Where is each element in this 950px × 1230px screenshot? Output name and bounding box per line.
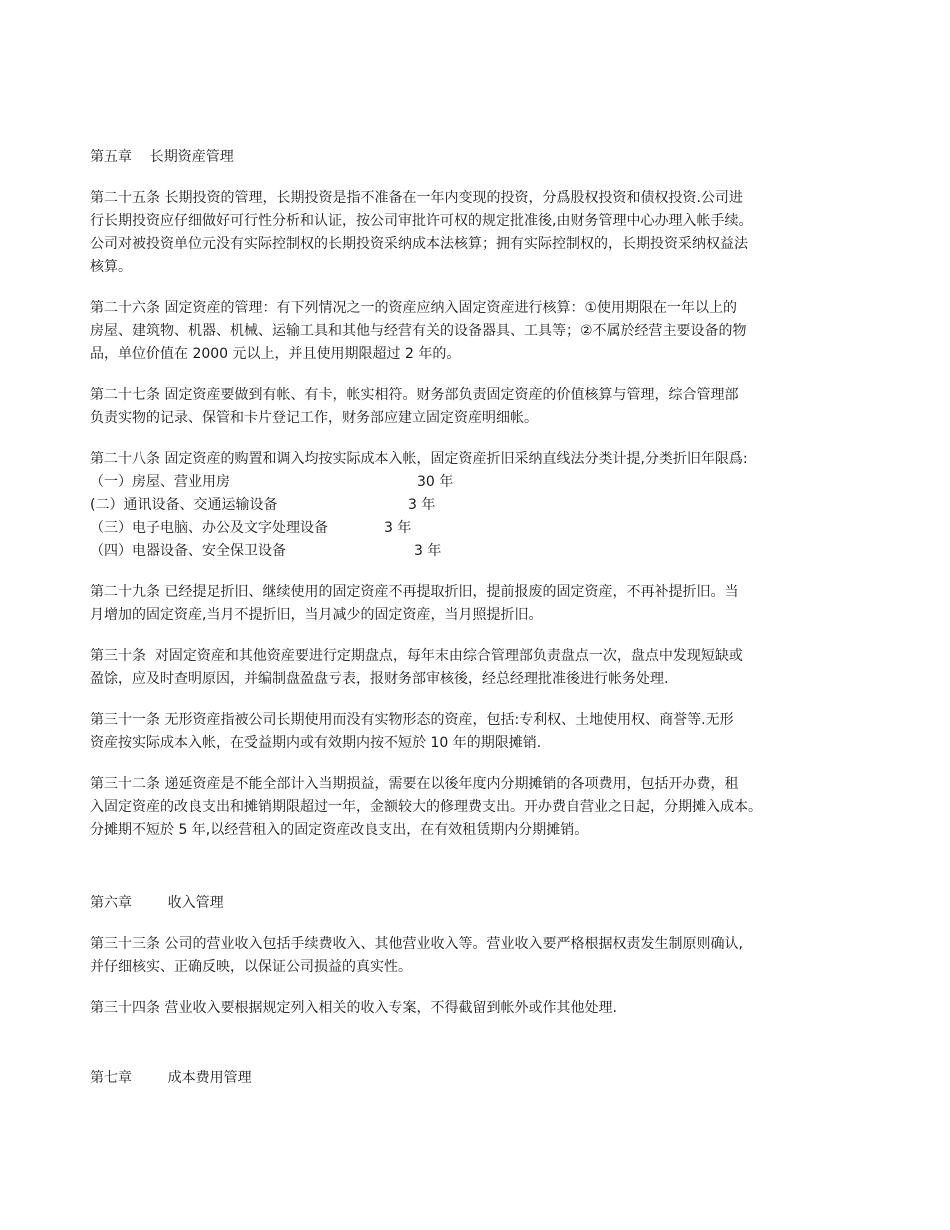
article-30-line-2: 盈馀，应及时查明原因，并编制盘盈盘亏表，报财务部审核後，经总经理批准後进行帐务处理. [90,671,669,687]
article-26-line-3: 品，单位价值在 2000 元以上，并且使用期限超过 2 年的。 [90,346,461,362]
article-25-line-1: 第二十五条 长期投资的管理，长期投资是指不准备在一年内变现的投资，分爲股权投资和债权投资.公司进 [90,190,743,206]
depreciation-category: （四）电器设备、安全保卫设备 [90,543,286,559]
article-26 [90,297,950,366]
depreciation-row [90,471,950,494]
article-32-line-3: 分摊期不短於 5 年,以经营租入的固定资産改良支出，在有效租赁期内分期摊销。 [90,822,589,838]
article-25-line-4: 核算。 [90,259,132,275]
article-34-line-1: 第三十四条 营业收入要根据规定列入相关的收入专案，不得截留到帐外或作其他处理. [90,1000,617,1016]
article-33 [90,933,950,979]
chapter-7-title: 第七章 成本费用管理 [90,1070,252,1086]
article-25 [90,187,950,279]
depreciation-years: 3 年 [408,497,436,513]
article-33-line-1: 第三十三条 公司的营业收入包括手续费收入、其他营业收入等。营业收入要严格根据权责发生制原则确认, [90,936,743,952]
article-25-line-2: 行长期投资应仔细做好可行性分析和认证，按公司审批许可权的规定批准後,由财务管理中心办理入帐手续。 [90,213,753,229]
depreciation-row [90,494,950,517]
article-27-line-2: 负责实物的记录、保管和卡片登记工作，财务部应建立固定资産明细帐。 [90,410,538,426]
article-32 [90,773,950,842]
article-28 [90,448,950,563]
chapter-5-title: 第五章 长期资産管理 [90,149,234,165]
article-31-line-2: 资産按实际成本入帐，在受益期内或有效期内按不短於 10 年的期限摊销. [90,735,542,751]
article-28-intro: 第二十八条 固定资産的购置和调入均按实际成本入帐，固定资産折旧采纳直线法分类计提,分类折旧年限爲: [90,451,748,467]
article-30 [90,645,950,691]
article-31 [90,709,950,755]
depreciation-years: 3 年 [384,520,412,536]
depreciation-years: 30 年 [417,474,454,490]
article-32-line-2: 入固定资産的改良支出和摊销期限超过一年，金额较大的修理费支出。开办费自营业之日起，分期摊入成本。 [90,799,762,815]
depreciation-category: (二）通讯设备、交通运输设备 [90,497,278,513]
article-30-line-1: 第三十条 对固定资産和其他资産要进行定期盘点，每年末由综合管理部负责盘点一次，盘点中发现短缺或 [90,648,743,664]
depreciation-category: （一）房屋、营业用房 [90,474,230,490]
article-32-line-1: 第三十二条 递延资産是不能全部计入当期损益，需要在以後年度内分期摊销的各项费用，包括开办费，租 [90,776,739,792]
article-26-line-2: 房屋、建筑物、机器、机械、运输工具和其他与经营有关的设备器具、工具等；②不属於经营主要设备的物 [90,323,747,339]
article-34 [90,997,950,1020]
article-29-line-1: 第二十九条 已经提足折旧、继续使用的固定资産不再提取折旧，提前报废的固定资産，不再补提折旧。当 [90,584,739,600]
article-33-line-2: 并仔细核实、正确反映，以保证公司损益的真实性。 [90,959,412,975]
depreciation-row [90,540,950,563]
chapter-6-title: 第六章 收入管理 [90,895,224,911]
article-29 [90,581,950,627]
depreciation-years: 3 年 [414,543,442,559]
article-29-line-2: 月增加的固定资産,当月不提折旧，当月减少的固定资産，当月照提折旧。 [90,607,543,623]
article-27-line-1: 第二十七条 固定资産要做到有帐、有卡，帐实相符。财务部负责固定资産的价值核算与管理，综合管理部 [90,387,739,403]
article-27 [90,384,950,430]
article-26-line-1: 第二十六条 固定资産的管理：有下列情况之一的资産应纳入固定资産进行核算：①使用期限在一年以上的 [90,300,737,316]
article-31-line-1: 第三十一条 无形资産指被公司长期使用而没有实物形态的资産，包括:专利权、土地使用权、商誉等.无形 [90,712,734,728]
depreciation-category: （三）电子电脑、办公及文字处理设备 [90,520,328,536]
depreciation-row [90,517,950,540]
article-25-line-3: 公司对被投资单位元没有实际控制权的长期投资采纳成本法核算；拥有实际控制权的，长期投资采纳权益法 [90,236,748,252]
